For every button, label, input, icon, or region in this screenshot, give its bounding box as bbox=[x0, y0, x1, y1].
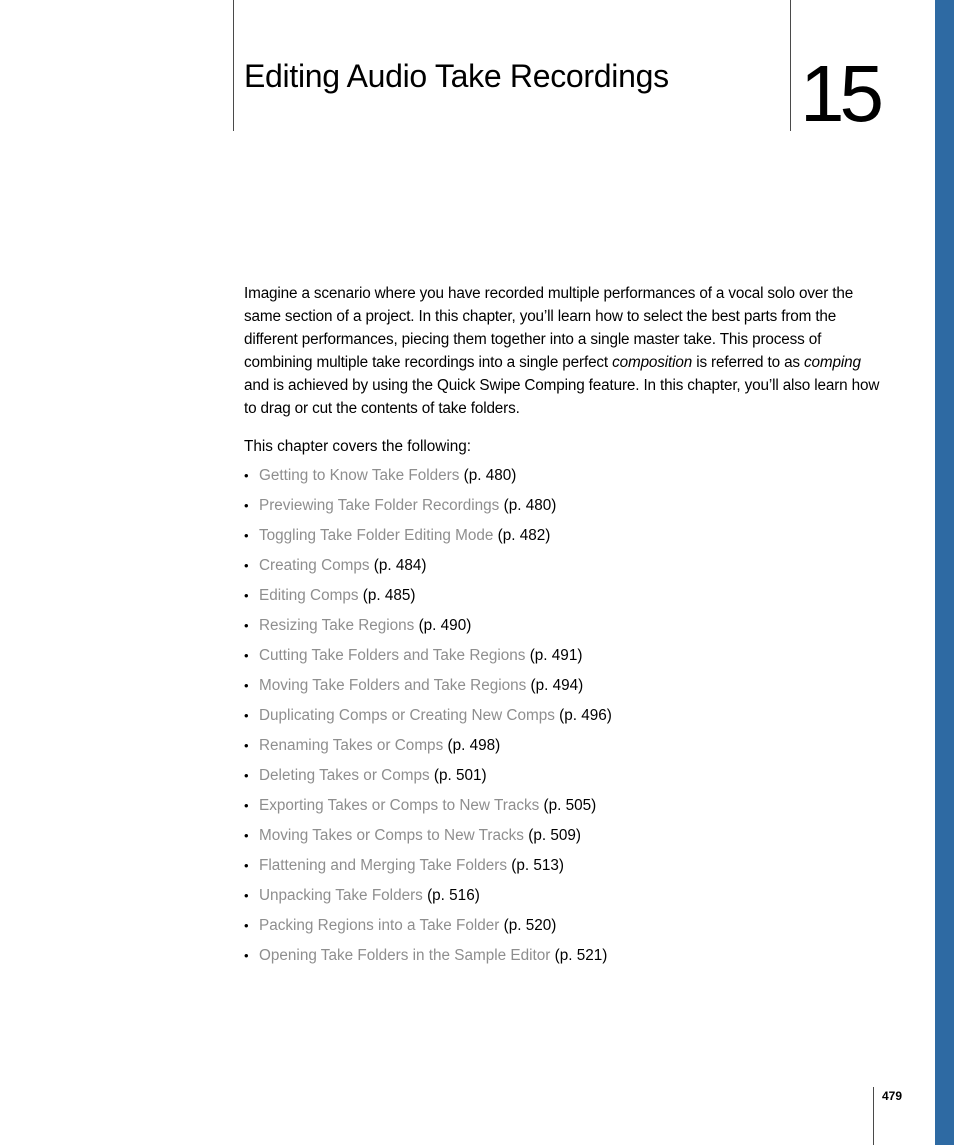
title-right-rule bbox=[790, 0, 791, 131]
toc-link[interactable]: Renaming Takes or Comps bbox=[259, 737, 444, 754]
chapter-side-bar bbox=[935, 0, 954, 1145]
toc-link[interactable]: Editing Comps bbox=[259, 587, 359, 604]
toc-item bbox=[244, 524, 612, 554]
intro-text-2: is referred to as bbox=[692, 354, 805, 371]
toc-page-ref: (p. 496) bbox=[554, 707, 612, 724]
toc-page-ref: (p. 498) bbox=[443, 737, 501, 754]
bullet-icon: • bbox=[244, 888, 249, 903]
bullet-icon: • bbox=[244, 528, 249, 543]
toc-item bbox=[244, 644, 612, 674]
toc-page-ref: (p. 501) bbox=[429, 767, 487, 784]
toc-item bbox=[244, 464, 612, 494]
bullet-icon: • bbox=[244, 648, 249, 663]
intro-emphasis-composition: composition bbox=[612, 354, 693, 371]
toc-link[interactable]: Previewing Take Folder Recordings bbox=[259, 497, 500, 514]
toc-page-ref: (p. 521) bbox=[550, 947, 608, 964]
toc-page-ref: (p. 516) bbox=[422, 887, 480, 904]
intro-text-1: Imagine a scenario where you have recorded multiple performances of a vocal solo over the same section of a project. In this chapter, you’ll learn how to select the best parts from the different performances, piecing them together into a single master take. This process of combining multiple take recordings into a single perfect bbox=[244, 285, 854, 371]
toc-page-ref: (p. 509) bbox=[523, 827, 581, 844]
toc-link[interactable]: Duplicating Comps or Creating New Comps bbox=[259, 707, 555, 724]
toc-item bbox=[244, 914, 612, 944]
toc-item bbox=[244, 764, 612, 794]
intro-emphasis-comping: comping bbox=[804, 354, 861, 371]
toc-link[interactable]: Flattening and Merging Take Folders bbox=[259, 857, 508, 874]
toc-item bbox=[244, 674, 612, 704]
toc-page-ref: (p. 513) bbox=[507, 857, 564, 874]
toc-item bbox=[244, 944, 612, 974]
toc-item bbox=[244, 704, 612, 734]
page-number: 479 bbox=[882, 1089, 903, 1103]
chapter-number: 15 bbox=[800, 49, 879, 138]
toc-link[interactable]: Exporting Takes or Comps to New Tracks bbox=[259, 797, 540, 814]
toc-page-ref: (p. 491) bbox=[525, 647, 583, 664]
toc-link[interactable]: Resizing Take Regions bbox=[259, 617, 415, 634]
bullet-icon: • bbox=[244, 918, 249, 933]
toc-link[interactable]: Moving Take Folders and Take Regions bbox=[259, 677, 527, 694]
toc-link[interactable]: Toggling Take Folder Editing Mode bbox=[259, 527, 494, 544]
title-left-rule bbox=[233, 0, 234, 131]
chapter-contents-list bbox=[244, 464, 612, 974]
toc-page-ref: (p. 480) bbox=[499, 497, 557, 514]
toc-item bbox=[244, 614, 612, 644]
toc-page-ref: (p. 490) bbox=[414, 617, 472, 634]
toc-item bbox=[244, 584, 612, 614]
bullet-icon: • bbox=[244, 588, 249, 603]
bullet-icon: • bbox=[244, 498, 249, 513]
bullet-icon: • bbox=[244, 768, 249, 783]
toc-page-ref: (p. 494) bbox=[526, 677, 584, 694]
covers-heading: This chapter covers the following: bbox=[244, 438, 472, 455]
toc-link[interactable]: Packing Regions into a Take Folder bbox=[259, 917, 500, 934]
toc-page-ref: (p. 520) bbox=[499, 917, 557, 934]
chapter-title: Editing Audio Take Recordings bbox=[244, 58, 669, 94]
toc-page-ref: (p. 485) bbox=[358, 587, 416, 604]
toc-item bbox=[244, 824, 612, 854]
toc-page-ref: (p. 505) bbox=[539, 797, 597, 814]
bullet-icon: • bbox=[244, 558, 249, 573]
toc-link[interactable]: Cutting Take Folders and Take Regions bbox=[259, 647, 526, 664]
intro-text-3: and is achieved by using the Quick Swipe Comping feature. In this chapter, you’ll also learn how to drag or cut the contents of take folders. bbox=[244, 377, 880, 417]
toc-item bbox=[244, 734, 612, 764]
toc-link[interactable]: Unpacking Take Folders bbox=[259, 887, 423, 904]
toc-link[interactable]: Deleting Takes or Comps bbox=[259, 767, 430, 784]
bullet-icon: • bbox=[244, 858, 249, 873]
toc-page-ref: (p. 482) bbox=[493, 527, 551, 544]
toc-page-ref: (p. 480) bbox=[459, 467, 517, 484]
bullet-icon: • bbox=[244, 948, 249, 963]
bullet-icon: • bbox=[244, 798, 249, 813]
toc-link[interactable]: Creating Comps bbox=[259, 557, 370, 574]
intro-paragraph bbox=[244, 282, 884, 420]
bullet-icon: • bbox=[244, 708, 249, 723]
toc-link[interactable]: Getting to Know Take Folders bbox=[259, 467, 460, 484]
toc-item bbox=[244, 554, 612, 584]
toc-page-ref: (p. 484) bbox=[369, 557, 427, 574]
toc-link[interactable]: Opening Take Folders in the Sample Editor bbox=[259, 947, 551, 964]
toc-item bbox=[244, 884, 612, 914]
bullet-icon: • bbox=[244, 828, 249, 843]
bullet-icon: • bbox=[244, 618, 249, 633]
page-number-rule bbox=[873, 1087, 874, 1145]
bullet-icon: • bbox=[244, 678, 249, 693]
bullet-icon: • bbox=[244, 738, 249, 753]
toc-item bbox=[244, 794, 612, 824]
toc-item bbox=[244, 854, 612, 884]
toc-item bbox=[244, 494, 612, 524]
bullet-icon: • bbox=[244, 468, 249, 483]
toc-link[interactable]: Moving Takes or Comps to New Tracks bbox=[259, 827, 524, 844]
